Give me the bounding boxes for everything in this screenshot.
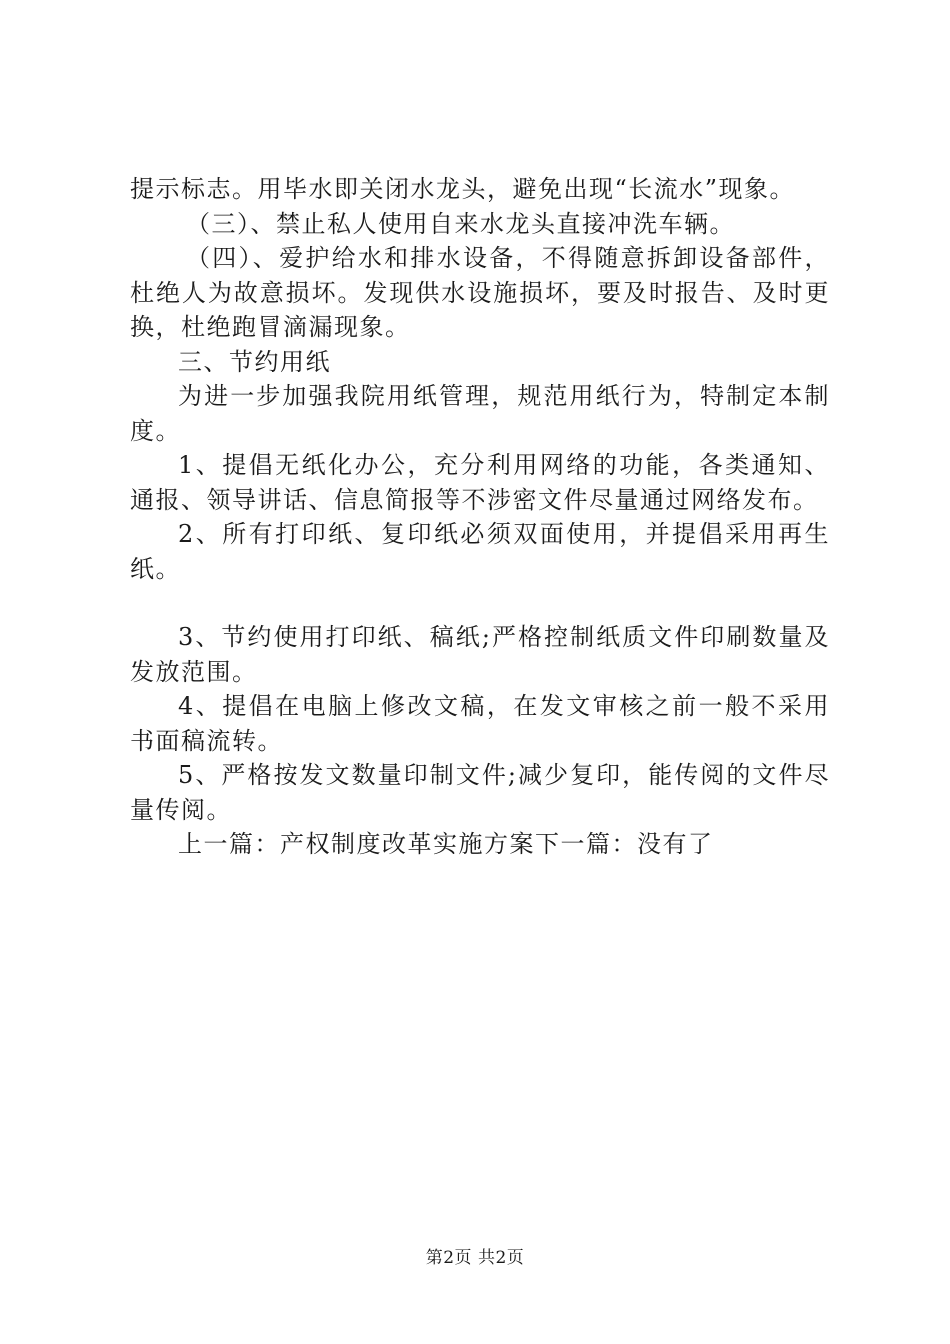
paragraph-item-2: 2、所有打印纸、复印纸必须双面使用，并提倡采用再生纸。 xyxy=(130,520,830,583)
section-heading-save-paper: 三、节约用纸 xyxy=(178,347,331,376)
paragraph-item-1: 1、提倡无纸化办公，充分利用网络的功能，各类通知、通报、领导讲话、信息简报等不涉密文件尽量通过网络发布。 xyxy=(130,451,830,514)
paragraph-paper-intro: 为进一步加强我院用纸管理，规范用纸行为，特制定本制度。 xyxy=(130,382,830,445)
paragraph-item-5: 5、严格按发文数量印制文件;减少复印，能传阅的文件尽量传阅。 xyxy=(130,761,830,824)
document-body xyxy=(130,172,830,862)
paragraph-item-3: 3、节约使用打印纸、稿纸;严格控制纸质文件印刷数量及发放范围。 xyxy=(130,623,830,686)
page-number-footer: 第2页 共2页 xyxy=(425,1248,525,1268)
paragraph-water-sign: 提示标志。用毕水即关闭水龙头，避免出现“长流水”现象。 xyxy=(130,175,796,203)
paragraph-no-car-washing: （三）、禁止私人使用自来水龙头直接冲洗车辆。 xyxy=(186,209,735,238)
paragraph-item-4: 4、提倡在电脑上修改文稿，在发文审核之前一般不采用书面稿流转。 xyxy=(130,692,830,755)
paragraph-protect-equipment: （四）、爱护给水和排水设备，不得随意拆卸设备部件，杜绝人为故意损坏。发现供水设施损坏，要及时报告、及时更换，杜绝跑冒滴漏现象。 xyxy=(130,244,830,341)
prev-next-navigation: 上一篇：产权制度改革实施方案下一篇：没有了 xyxy=(178,830,714,858)
